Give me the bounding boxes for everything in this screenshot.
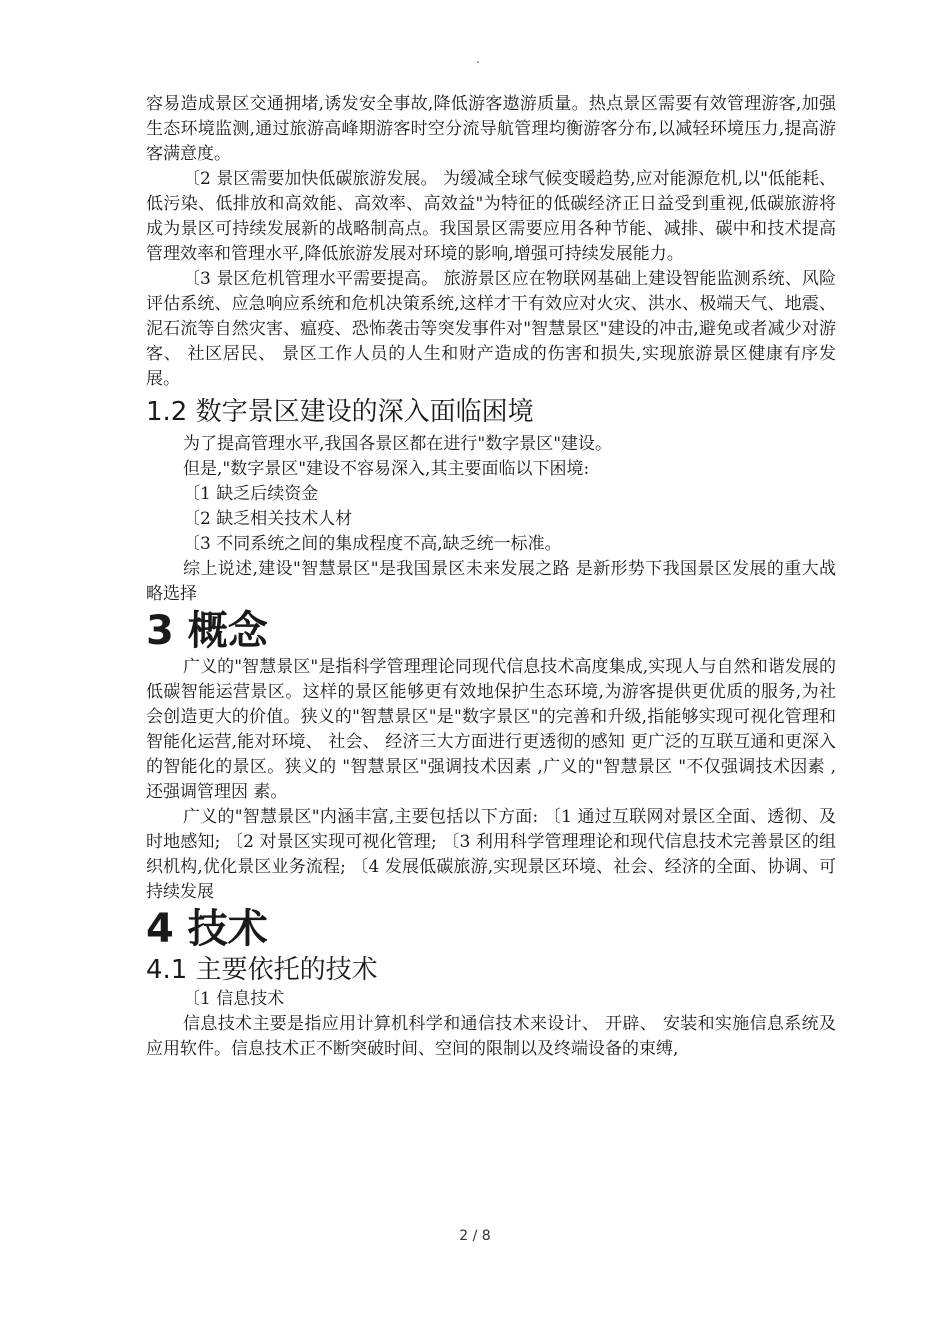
- section-1-2-summary: 综上说述,建设"智慧景区"是我国景区未来发展之路 是新形势下我国景区发展的重大战略选择: [146, 559, 836, 604]
- section-3-paragraph-1: 广义的"智慧景区"是指科学管理理论同现代信息技术高度集成,实现人与自然和谐发展的低碳智能运营景区。这样的景区能够更有效地保护生态环境,为游客提供更优质的服务,为社会创造更大的价值。狭义的"智慧景区"是"数字景区"的完善和升级,指能够实现可视化管理和智能化运营,能对环境、 社会、 经济三大方面进行更透彻的感知 更广泛的互联互通和更深入的智能化的景区。狭义的 "智慧景区"强调技术因素 ,广义的"智慧景区 "不仅强调技术因素 ,还强调管理因 素。: [146, 657, 836, 802]
- page-number: 2 / 8: [459, 1228, 491, 1244]
- intro-paragraph-2: 〔2 景区需要加快低碳旅游发展。 为缓减全球气候变暖趋势,应对能源危机,以"低能耗、低污染、低排放和高效能、高效率、高效益"为特征的低碳经济正日益受到重视,低碳旅游将成为景区可持续发展新的战略制高点。我国景区需要应用各种节能、减排、碳中和技术提高管理效率和管理水平,降低旅游发展对环境的影响,增强可持续发展能力。: [146, 169, 836, 264]
- header-dot: .: [476, 52, 480, 66]
- section-1-2-paragraph-1: 为了提高管理水平,我国各景区都在进行"数字景区"建设。: [183, 434, 613, 454]
- list-item: 〔3 不同系统之间的集成程度不高,缺乏统一标准。: [183, 534, 562, 554]
- section-4-1-item-1: 〔1 信息技术: [183, 989, 285, 1009]
- intro-paragraph-3: 〔3 景区危机管理水平需要提高。 旅游景区应在物联网基础上建设智能监测系统、风险评估系统、应急响应系统和危机决策系统,这样才干有效应对火灾、洪水、极端天气、地震、泥石流等自然灾害、瘟疫、恐怖袭击等突发事件对"智慧景区"建设的冲击,避免或者减少对游客、 社区居民、 景区工作人员的人生和财产造成的伤害和损失,实现旅游景区健康有序发展。: [146, 269, 836, 389]
- intro-paragraph-1: 容易造成景区交通拥堵,诱发安全事故,降低游客遨游质量。热点景区需要有效管理游客,加强生态环境监测,通过旅游高峰期游客时空分流导航管理均衡游客分布,以减轻环境压力,提高游客满意度。: [146, 94, 836, 164]
- section-4-1-heading: 4.1 主要依托的技术: [146, 955, 378, 985]
- section-1-2-heading: 1.2 数字景区建设的深入面临困境: [146, 397, 534, 427]
- list-item: 〔2 缺乏相关技术人材: [183, 509, 353, 529]
- list-item: 〔1 缺乏后续资金: [183, 484, 319, 504]
- section-4-1-paragraph-1: 信息技术主要是指应用计算机科学和通信技术来设计、 开辟、 安装和实施信息系统及应用软件。信息技术正不断突破时间、空间的限制以及终端设备的束缚,: [146, 1014, 836, 1059]
- section-1-2-paragraph-2: 但是,"数字景区"建设不容易深入,其主要面临以下困境:: [183, 459, 590, 479]
- page-content: [146, 92, 836, 1062]
- section-3-paragraph-2: 广义的"智慧景区"内涵丰富,主要包括以下方面: 〔1 通过互联网对景区全面、透彻、及时地感知; 〔2 对景区实现可视化管理; 〔3 利用科学管理理论和现代信息技术完善景区的组织机构,优化景区业务流程; 〔4 发展低碳旅游,实现景区环境、社会、经济的全面、协调、可持续发展: [146, 807, 836, 902]
- section-3-heading: 3 概念: [146, 608, 268, 654]
- section-4-heading: 4 技术: [146, 906, 268, 952]
